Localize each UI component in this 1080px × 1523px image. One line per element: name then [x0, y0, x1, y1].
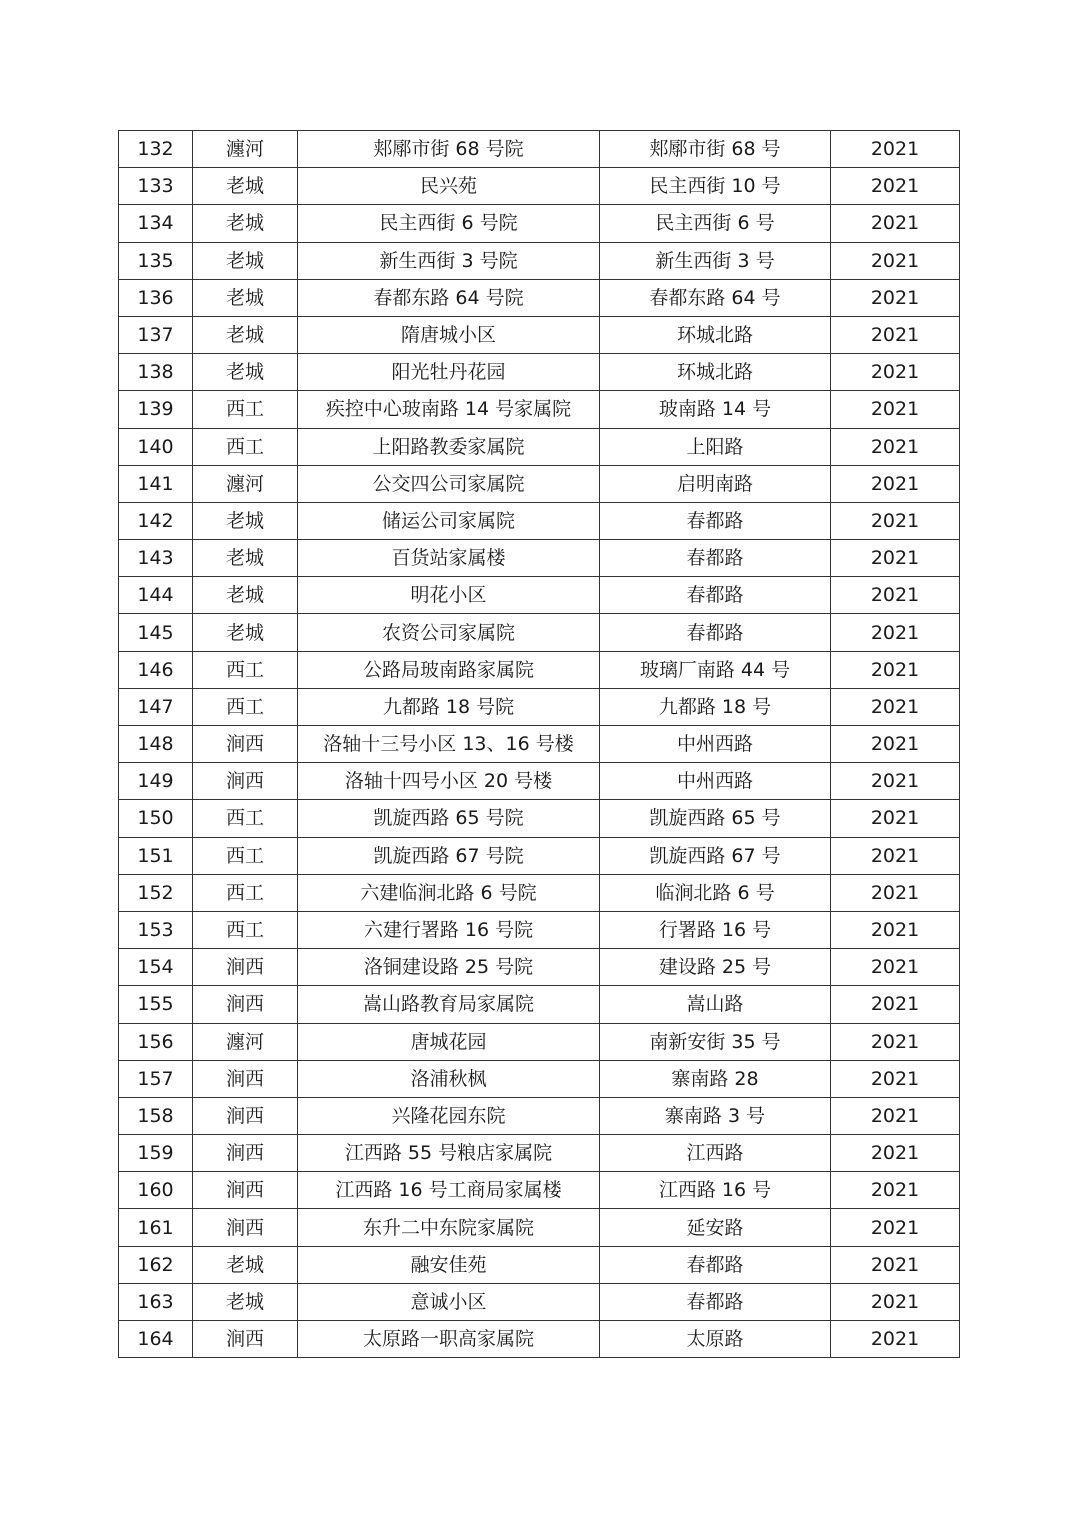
row-number-cell: 139 [119, 391, 193, 428]
year-cell: 2021 [831, 279, 960, 316]
table-row [119, 1209, 960, 1246]
address-cell: 郏鄏市街 68 号 [600, 131, 831, 168]
community-name-cell: 凯旋西路 65 号院 [298, 800, 600, 837]
year-cell: 2021 [831, 614, 960, 651]
row-number-cell: 140 [119, 428, 193, 465]
district-cell: 涧西 [193, 1060, 298, 1097]
year-cell: 2021 [831, 391, 960, 428]
table-row [119, 837, 960, 874]
table-row [119, 391, 960, 428]
year-cell: 2021 [831, 316, 960, 353]
community-name-cell: 百货站家属楼 [298, 540, 600, 577]
year-cell: 2021 [831, 726, 960, 763]
district-cell: 西工 [193, 651, 298, 688]
row-number-cell: 163 [119, 1283, 193, 1320]
year-cell: 2021 [831, 502, 960, 539]
row-number-cell: 156 [119, 1023, 193, 1060]
address-cell: 太原路 [600, 1321, 831, 1358]
row-number-cell: 132 [119, 131, 193, 168]
row-number-cell: 143 [119, 540, 193, 577]
table-row [119, 1060, 960, 1097]
district-cell: 老城 [193, 614, 298, 651]
address-cell: 凯旋西路 65 号 [600, 800, 831, 837]
community-name-cell: 民兴苑 [298, 168, 600, 205]
district-cell: 涧西 [193, 763, 298, 800]
community-name-cell: 九都路 18 号院 [298, 688, 600, 725]
district-cell: 西工 [193, 391, 298, 428]
district-cell: 西工 [193, 874, 298, 911]
table-row [119, 1135, 960, 1172]
district-cell: 西工 [193, 800, 298, 837]
address-cell: 环城北路 [600, 316, 831, 353]
year-cell: 2021 [831, 949, 960, 986]
row-number-cell: 157 [119, 1060, 193, 1097]
address-cell: 寨南路 3 号 [600, 1097, 831, 1134]
district-cell: 老城 [193, 205, 298, 242]
district-cell: 瀍河 [193, 465, 298, 502]
community-name-cell: 六建行署路 16 号院 [298, 911, 600, 948]
address-cell: 新生西街 3 号 [600, 242, 831, 279]
address-cell: 江西路 16 号 [600, 1172, 831, 1209]
community-name-cell: 六建临涧北路 6 号院 [298, 874, 600, 911]
table-row [119, 763, 960, 800]
table-row [119, 279, 960, 316]
district-cell: 老城 [193, 1283, 298, 1320]
row-number-cell: 144 [119, 577, 193, 614]
address-cell: 江西路 [600, 1135, 831, 1172]
year-cell: 2021 [831, 1097, 960, 1134]
community-name-cell: 阳光牡丹花园 [298, 354, 600, 391]
row-number-cell: 134 [119, 205, 193, 242]
community-name-cell: 洛浦秋枫 [298, 1060, 600, 1097]
year-cell: 2021 [831, 465, 960, 502]
district-cell: 涧西 [193, 1172, 298, 1209]
address-cell: 玻璃厂南路 44 号 [600, 651, 831, 688]
year-cell: 2021 [831, 986, 960, 1023]
table-row [119, 1246, 960, 1283]
year-cell: 2021 [831, 242, 960, 279]
table-row [119, 428, 960, 465]
table-row [119, 1172, 960, 1209]
community-name-cell: 明花小区 [298, 577, 600, 614]
community-name-cell: 兴隆花园东院 [298, 1097, 600, 1134]
row-number-cell: 153 [119, 911, 193, 948]
district-cell: 涧西 [193, 726, 298, 763]
address-cell: 建设路 25 号 [600, 949, 831, 986]
table-row [119, 1321, 960, 1358]
year-cell: 2021 [831, 1321, 960, 1358]
year-cell: 2021 [831, 1060, 960, 1097]
district-cell: 西工 [193, 837, 298, 874]
row-number-cell: 159 [119, 1135, 193, 1172]
district-cell: 涧西 [193, 1135, 298, 1172]
table-row [119, 651, 960, 688]
address-cell: 玻南路 14 号 [600, 391, 831, 428]
community-name-cell: 疾控中心玻南路 14 号家属院 [298, 391, 600, 428]
table-row [119, 986, 960, 1023]
row-number-cell: 137 [119, 316, 193, 353]
year-cell: 2021 [831, 837, 960, 874]
address-cell: 春都路 [600, 540, 831, 577]
community-name-cell: 隋唐城小区 [298, 316, 600, 353]
year-cell: 2021 [831, 1283, 960, 1320]
year-cell: 2021 [831, 1209, 960, 1246]
row-number-cell: 162 [119, 1246, 193, 1283]
table-row [119, 800, 960, 837]
table-row [119, 205, 960, 242]
table-row [119, 874, 960, 911]
address-cell: 中州西路 [600, 726, 831, 763]
district-cell: 涧西 [193, 949, 298, 986]
district-cell: 瀍河 [193, 1023, 298, 1060]
address-cell: 民主西街 6 号 [600, 205, 831, 242]
year-cell: 2021 [831, 428, 960, 465]
year-cell: 2021 [831, 354, 960, 391]
year-cell: 2021 [831, 1246, 960, 1283]
row-number-cell: 155 [119, 986, 193, 1023]
address-cell: 上阳路 [600, 428, 831, 465]
community-name-cell: 洛铜建设路 25 号院 [298, 949, 600, 986]
district-cell: 涧西 [193, 986, 298, 1023]
table-row [119, 316, 960, 353]
table-row [119, 354, 960, 391]
district-cell: 瀍河 [193, 131, 298, 168]
address-cell: 九都路 18 号 [600, 688, 831, 725]
year-cell: 2021 [831, 874, 960, 911]
row-number-cell: 160 [119, 1172, 193, 1209]
district-cell: 西工 [193, 688, 298, 725]
year-cell: 2021 [831, 688, 960, 725]
table-body [119, 131, 960, 1358]
district-cell: 老城 [193, 502, 298, 539]
district-cell: 西工 [193, 428, 298, 465]
table-row [119, 1023, 960, 1060]
district-cell: 西工 [193, 911, 298, 948]
address-cell: 行署路 16 号 [600, 911, 831, 948]
row-number-cell: 133 [119, 168, 193, 205]
community-name-cell: 江西路 55 号粮店家属院 [298, 1135, 600, 1172]
community-name-cell: 新生西街 3 号院 [298, 242, 600, 279]
table-row [119, 911, 960, 948]
community-name-cell: 唐城花园 [298, 1023, 600, 1060]
community-name-cell: 储运公司家属院 [298, 502, 600, 539]
address-cell: 中州西路 [600, 763, 831, 800]
row-number-cell: 149 [119, 763, 193, 800]
table-row [119, 688, 960, 725]
community-table [118, 130, 960, 1358]
community-name-cell: 江西路 16 号工商局家属楼 [298, 1172, 600, 1209]
district-cell: 老城 [193, 354, 298, 391]
address-cell: 临涧北路 6 号 [600, 874, 831, 911]
table-row [119, 726, 960, 763]
table-row [119, 131, 960, 168]
community-name-cell: 东升二中东院家属院 [298, 1209, 600, 1246]
address-cell: 环城北路 [600, 354, 831, 391]
table-row [119, 540, 960, 577]
district-cell: 老城 [193, 316, 298, 353]
district-cell: 老城 [193, 168, 298, 205]
row-number-cell: 151 [119, 837, 193, 874]
address-cell: 嵩山路 [600, 986, 831, 1023]
row-number-cell: 141 [119, 465, 193, 502]
row-number-cell: 136 [119, 279, 193, 316]
table-row [119, 577, 960, 614]
year-cell: 2021 [831, 763, 960, 800]
district-cell: 老城 [193, 279, 298, 316]
community-name-cell: 意诚小区 [298, 1283, 600, 1320]
community-name-cell: 融安佳苑 [298, 1246, 600, 1283]
row-number-cell: 142 [119, 502, 193, 539]
district-cell: 涧西 [193, 1097, 298, 1134]
table-row [119, 465, 960, 502]
table-row [119, 1283, 960, 1320]
year-cell: 2021 [831, 131, 960, 168]
address-cell: 春都路 [600, 502, 831, 539]
year-cell: 2021 [831, 540, 960, 577]
row-number-cell: 161 [119, 1209, 193, 1246]
address-cell: 春都东路 64 号 [600, 279, 831, 316]
table-row [119, 949, 960, 986]
address-cell: 寨南路 28 [600, 1060, 831, 1097]
row-number-cell: 146 [119, 651, 193, 688]
community-name-cell: 公路局玻南路家属院 [298, 651, 600, 688]
table-row [119, 168, 960, 205]
year-cell: 2021 [831, 1172, 960, 1209]
community-name-cell: 公交四公司家属院 [298, 465, 600, 502]
year-cell: 2021 [831, 1135, 960, 1172]
district-cell: 涧西 [193, 1321, 298, 1358]
address-cell: 春都路 [600, 1283, 831, 1320]
row-number-cell: 152 [119, 874, 193, 911]
row-number-cell: 150 [119, 800, 193, 837]
community-name-cell: 民主西街 6 号院 [298, 205, 600, 242]
community-name-cell: 太原路一职高家属院 [298, 1321, 600, 1358]
community-name-cell: 洛轴十四号小区 20 号楼 [298, 763, 600, 800]
row-number-cell: 158 [119, 1097, 193, 1134]
community-name-cell: 嵩山路教育局家属院 [298, 986, 600, 1023]
address-cell: 凯旋西路 67 号 [600, 837, 831, 874]
address-cell: 民主西街 10 号 [600, 168, 831, 205]
district-cell: 老城 [193, 1246, 298, 1283]
year-cell: 2021 [831, 911, 960, 948]
community-name-cell: 郏鄏市街 68 号院 [298, 131, 600, 168]
row-number-cell: 138 [119, 354, 193, 391]
row-number-cell: 148 [119, 726, 193, 763]
table-row [119, 242, 960, 279]
year-cell: 2021 [831, 168, 960, 205]
year-cell: 2021 [831, 651, 960, 688]
table-row [119, 502, 960, 539]
community-name-cell: 春都东路 64 号院 [298, 279, 600, 316]
community-name-cell: 农资公司家属院 [298, 614, 600, 651]
row-number-cell: 154 [119, 949, 193, 986]
table-row [119, 1097, 960, 1134]
row-number-cell: 164 [119, 1321, 193, 1358]
district-cell: 老城 [193, 242, 298, 279]
community-name-cell: 洛轴十三号小区 13、16 号楼 [298, 726, 600, 763]
address-cell: 启明南路 [600, 465, 831, 502]
address-cell: 春都路 [600, 614, 831, 651]
community-name-cell: 凯旋西路 67 号院 [298, 837, 600, 874]
year-cell: 2021 [831, 205, 960, 242]
address-cell: 春都路 [600, 1246, 831, 1283]
address-cell: 延安路 [600, 1209, 831, 1246]
year-cell: 2021 [831, 577, 960, 614]
district-cell: 涧西 [193, 1209, 298, 1246]
district-cell: 老城 [193, 540, 298, 577]
row-number-cell: 135 [119, 242, 193, 279]
year-cell: 2021 [831, 1023, 960, 1060]
address-cell: 春都路 [600, 577, 831, 614]
address-cell: 南新安街 35 号 [600, 1023, 831, 1060]
row-number-cell: 145 [119, 614, 193, 651]
year-cell: 2021 [831, 800, 960, 837]
community-name-cell: 上阳路教委家属院 [298, 428, 600, 465]
table-row [119, 614, 960, 651]
district-cell: 老城 [193, 577, 298, 614]
row-number-cell: 147 [119, 688, 193, 725]
